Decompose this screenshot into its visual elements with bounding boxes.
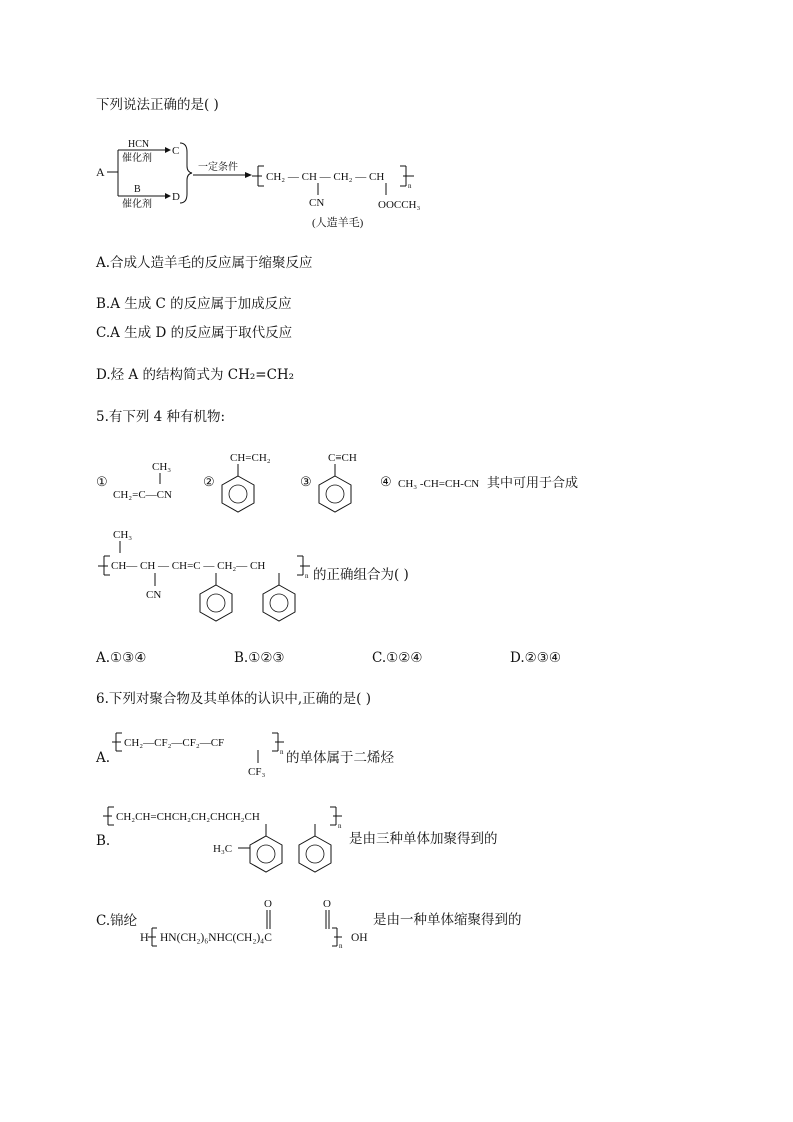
lower-product: D — [172, 191, 180, 203]
m2-top: CH=CH₂ — [230, 452, 271, 464]
m3-top: C≡CH — [328, 452, 357, 464]
q5-option-c[interactable]: C.①②④ — [372, 650, 423, 666]
label-4: ④ — [380, 474, 392, 489]
q5-stem: 5.有下列 4 种有机物: — [96, 409, 226, 425]
lower-catalyst: 催化剂 — [122, 199, 152, 210]
q6-b-n: n — [338, 822, 342, 830]
label-1: ① — [96, 474, 108, 489]
m1-main: CH₂=C—CN — [113, 489, 172, 501]
q6-option-a-label[interactable]: A. — [96, 750, 111, 766]
label-2: ② — [203, 474, 215, 489]
q6-b-chain: CH₂CH=CHCH₂CH₂CHCH₂CH — [116, 811, 260, 823]
q6-c-h: H — [140, 930, 149, 944]
scheme-start-a: A — [96, 165, 105, 179]
q5-tail: 其中可用于合成 — [487, 476, 579, 491]
label-3: ③ — [300, 474, 312, 489]
q6-a-n: n — [280, 748, 284, 756]
poly-chain: CH— CH — CH=C — CH₂— CH — [111, 560, 266, 572]
q6-option-a-text: 的单体属于二烯烃 — [286, 750, 394, 766]
upper-reagent: HCN — [128, 139, 150, 150]
q6-option-c-label[interactable]: C.锦纶 — [96, 913, 138, 929]
m4: CH₃ -CH=CH-CN — [398, 478, 480, 490]
q6-option-b-label[interactable]: B. — [96, 833, 111, 849]
q6-c-chain: HN(CH₂)₆NHC(CH₂)₄C — [160, 932, 272, 944]
q5-option-b[interactable]: B.①②③ — [234, 650, 285, 666]
q6-c-o2: O — [323, 898, 331, 910]
upper-product: C — [172, 145, 180, 157]
q5-option-a[interactable]: A.①③④ — [96, 650, 147, 666]
polymer-n: n — [408, 182, 412, 190]
q6-option-b-text: 是由三种单体加聚得到的 — [349, 831, 498, 847]
condition-label: 一定条件 — [198, 162, 238, 173]
polymer-sub-cn: CN — [309, 197, 325, 209]
poly-n: n — [305, 572, 309, 580]
q6-a-sub: CF₃ — [248, 766, 266, 778]
q6-c-o1: O — [264, 898, 272, 910]
q6-b-methyl: H₃C — [213, 843, 233, 855]
poly-cn: CN — [146, 589, 162, 601]
q5-option-d[interactable]: D.②③④ — [510, 650, 561, 666]
m1-ch3: CH₃ — [152, 461, 172, 473]
q4-option-b[interactable]: B.A 生成 C 的反应属于加成反应 — [96, 296, 292, 312]
upper-catalyst: 催化剂 — [122, 153, 152, 164]
q6-c-oh: OH — [351, 932, 368, 944]
q6-c-n: n — [339, 942, 343, 950]
q4-option-c[interactable]: C.A 生成 D 的反应属于取代反应 — [96, 325, 293, 341]
poly-ch3: CH₃ — [113, 529, 133, 541]
polymer-sub-ester: OOCCH₃ — [378, 199, 421, 211]
q4-stem: 下列说法正确的是( ) — [96, 97, 219, 113]
q4-option-a[interactable]: A.合成人造羊毛的反应属于缩聚反应 — [96, 255, 313, 271]
product-name: (人造羊毛) — [312, 217, 364, 229]
polymer-chain: CH₂ — CH — CH₂ — CH — [266, 171, 385, 183]
q4-option-d[interactable]: D.烃 A 的结构简式为 CH₂=CH₂ — [96, 367, 295, 383]
q6-stem: 6.下列对聚合物及其单体的认识中,正确的是( ) — [96, 691, 371, 707]
lower-reagent: B — [134, 184, 141, 195]
q6-option-c-text: 是由一种单体缩聚得到的 — [373, 912, 522, 928]
q6-a-chain: CH₂—CF₂—CF₂—CF — [124, 737, 225, 749]
q5-question: 的正确组合为( ) — [313, 567, 409, 583]
